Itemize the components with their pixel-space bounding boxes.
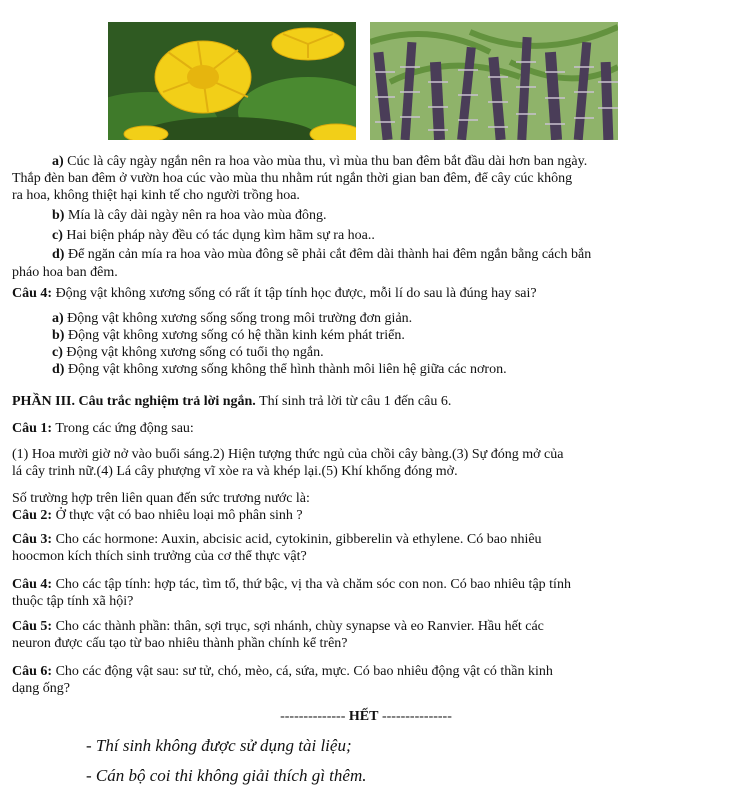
part3-heading: PHẦN III. Câu trắc nghiệm trả lời ngắn. Thí sinh trả lời từ câu 1 đến câu 6. <box>12 394 452 409</box>
part3-q3-line2: hoocmon kích thích sinh trưởng của cơ thể thực vật? <box>12 549 307 564</box>
q4-statement-b: b) Động vật không xương sống có hệ thần kinh kém phát triển. <box>52 328 405 343</box>
footer-note-materials: - Thí sinh không được sử dụng tài liệu; <box>86 736 352 755</box>
q4-statement-a: a) Động vật không xương sống sống trong môi trường đơn giản. <box>52 311 413 326</box>
part3-q4: Câu 4: Cho các tập tính: hợp tác, tìm tổ, thứ bậc, vị tha và chăm sóc con non. Có bao nhiêu tập tính <box>12 577 571 592</box>
part3-q1-line2: lá cây trinh nữ.(4) Lá cây phượng vĩ xòe ra và khép lại.(5) Khí khổng đóng mở. <box>12 464 458 479</box>
chrysanthemum-photo <box>108 22 356 140</box>
q4-statement-c: c) Động vật không xương sống có tuổi thọ ngắn. <box>52 345 324 360</box>
q3-statement-d-cont: pháo hoa ban đêm. <box>12 265 118 280</box>
part3-q1: Câu 1: Trong các ứng động sau: <box>12 421 194 436</box>
q3-statement-a-cont1: Thắp đèn ban đêm ở vườn hoa cúc vào mùa thu nhằm rút ngắn thời gian ban đêm, để cây cúc không <box>12 171 573 186</box>
end-marker: -------------- HẾT --------------- <box>280 709 452 724</box>
sugarcane-photo <box>370 22 618 140</box>
q3-statement-a-cont2: ra hoa, không thiệt hại kinh tế cho người trồng hoa. <box>12 188 300 203</box>
part3-q5-line2: neuron được cấu tạo từ bao nhiêu thành phần chính kể trên? <box>12 636 348 651</box>
q3-statement-a: a) Cúc là cây ngày ngắn nên ra hoa vào mùa thu, vì mùa thu ban đêm bắt đầu dài hơn ban ngày. <box>52 154 588 169</box>
q3-statement-b: b) Mía là cây dài ngày nên ra hoa vào mùa đông. <box>52 208 327 223</box>
part3-q6-line2: dạng ống? <box>12 681 70 696</box>
q3-statement-c: c) Hai biện pháp này đều có tác dụng kìm hãm sự ra hoa.. <box>52 228 375 243</box>
q3-statement-d: d) Để ngăn cản mía ra hoa vào mùa đông sẽ phải cắt đêm dài thành hai đêm ngắn bằng cách bắn <box>52 247 592 262</box>
part3-q5: Câu 5: Cho các thành phần: thân, sợi trục, sợi nhánh, chùy synapse và eo Ranvier. Hầu hết các <box>12 619 544 634</box>
q4-question: Câu 4: Động vật không xương sống có rất ít tập tính học được, mỗi lí do sau là đúng hay sai? <box>12 286 537 301</box>
q4-statement-d: d) Động vật không xương sống không thể hình thành môi liên hệ giữa các nơron. <box>52 362 507 377</box>
footer-note-proctor: - Cán bộ coi thi không giải thích gì thêm. <box>86 766 367 785</box>
part3-q1-question: Số trường hợp trên liên quan đến sức trương nước là: <box>12 491 310 506</box>
part3-q4-line2: thuộc tập tính xã hội? <box>12 594 134 609</box>
part3-q2: Câu 2: Ở thực vật có bao nhiêu loại mô phân sinh ? <box>12 508 303 523</box>
part3-q6: Câu 6: Cho các động vật sau: sư tử, chó, mèo, cá, sứa, mực. Có bao nhiêu động vật có thần kinh <box>12 664 553 679</box>
illustration-photos <box>108 22 618 140</box>
part3-q1-line1: (1) Hoa mười giờ nở vào buổi sáng.2) Hiện tượng thức ngủ của chồi cây bàng.(3) Sự đóng mở của <box>12 447 564 462</box>
part3-q3: Câu 3: Cho các hormone: Auxin, abcisic acid, cytokinin, gibberelin và ethylene. Có bao nhiêu <box>12 532 542 547</box>
